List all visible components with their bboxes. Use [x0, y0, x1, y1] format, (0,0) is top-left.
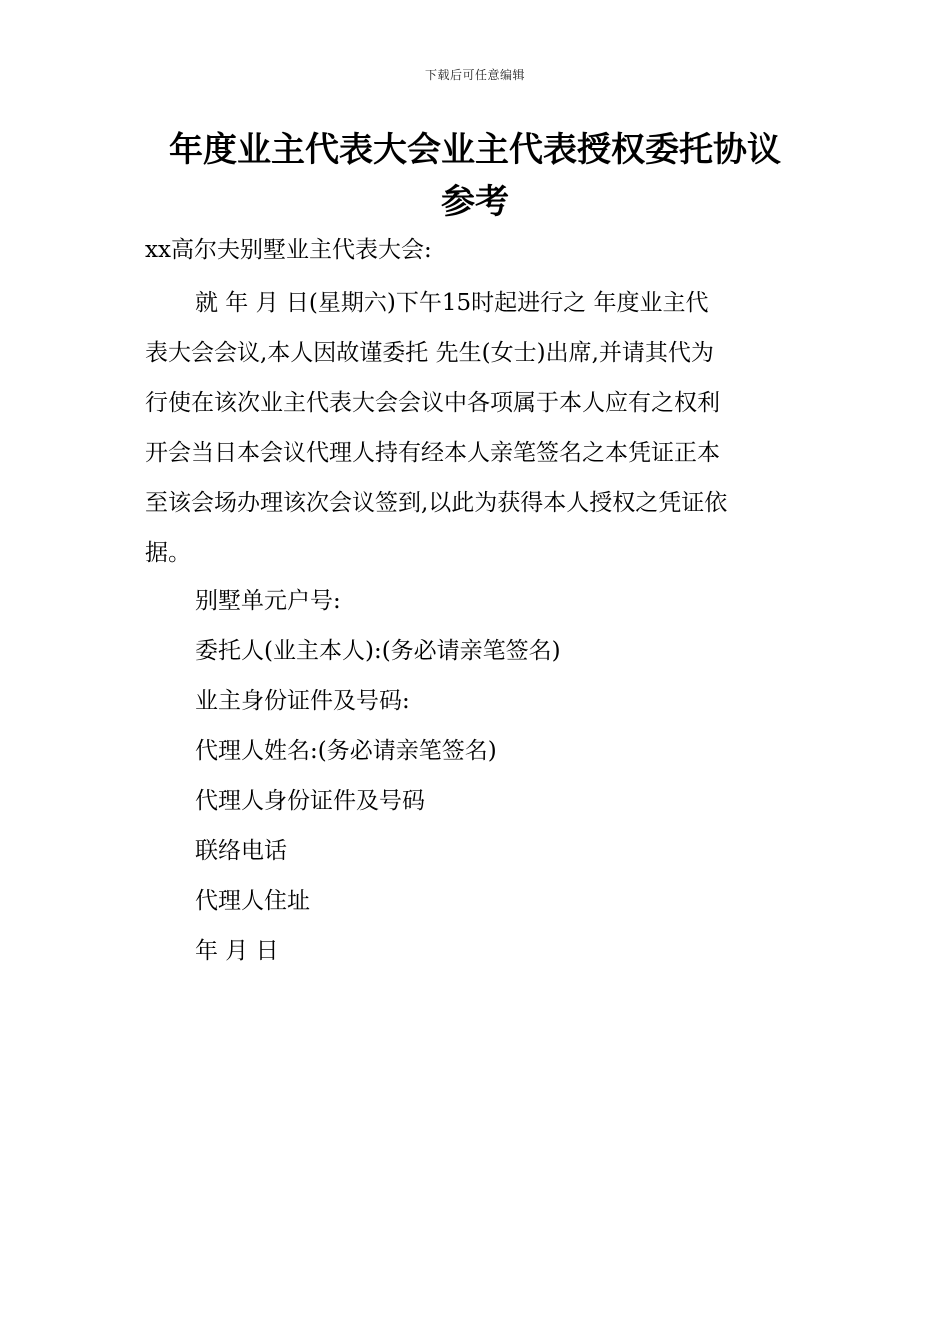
body-paragraph [145, 278, 805, 578]
header-note: 下载后可任意编辑 [424, 68, 525, 82]
form-fields [195, 576, 561, 976]
salutation: xx高尔夫别墅业主代表大会: [145, 237, 432, 263]
field-agent-address: 代理人住址 [195, 888, 310, 914]
body-line: 至该会场办理该次会议签到,以此为获得本人授权之凭证依 [145, 490, 728, 516]
field-date: 年 月 日 [195, 938, 279, 964]
field-owner-id: 业主身份证件及号码: [195, 688, 410, 714]
field-contact-phone: 联络电话 [195, 838, 287, 864]
document-title [140, 124, 810, 228]
field-villa-unit-number: 别墅单元户号: [195, 588, 341, 614]
body-line: 开会当日本会议代理人持有经本人亲笔签名之本凭证正本 [145, 440, 720, 466]
body-line: 表大会会议,本人因故谨委托 先生(女士)出席,并请其代为 [145, 340, 714, 366]
body-line: 行使在该次业主代表大会会议中各项属于本人应有之权利 [145, 390, 720, 416]
document-title-line-2: 参考 [441, 182, 509, 222]
document-title-line-1: 年度业主代表大会业主代表授权委托协议 [169, 130, 781, 170]
field-agent-name: 代理人姓名:(务必请亲笔签名) [195, 738, 497, 764]
body-line: 就 年 月 日(星期六)下午15时起进行之 年度业主代 [195, 290, 709, 316]
field-principal-signature: 委托人(业主本人):(务必请亲笔签名) [195, 638, 561, 664]
body-line: 据。 [145, 540, 191, 566]
field-agent-id: 代理人身份证件及号码 [195, 788, 425, 814]
